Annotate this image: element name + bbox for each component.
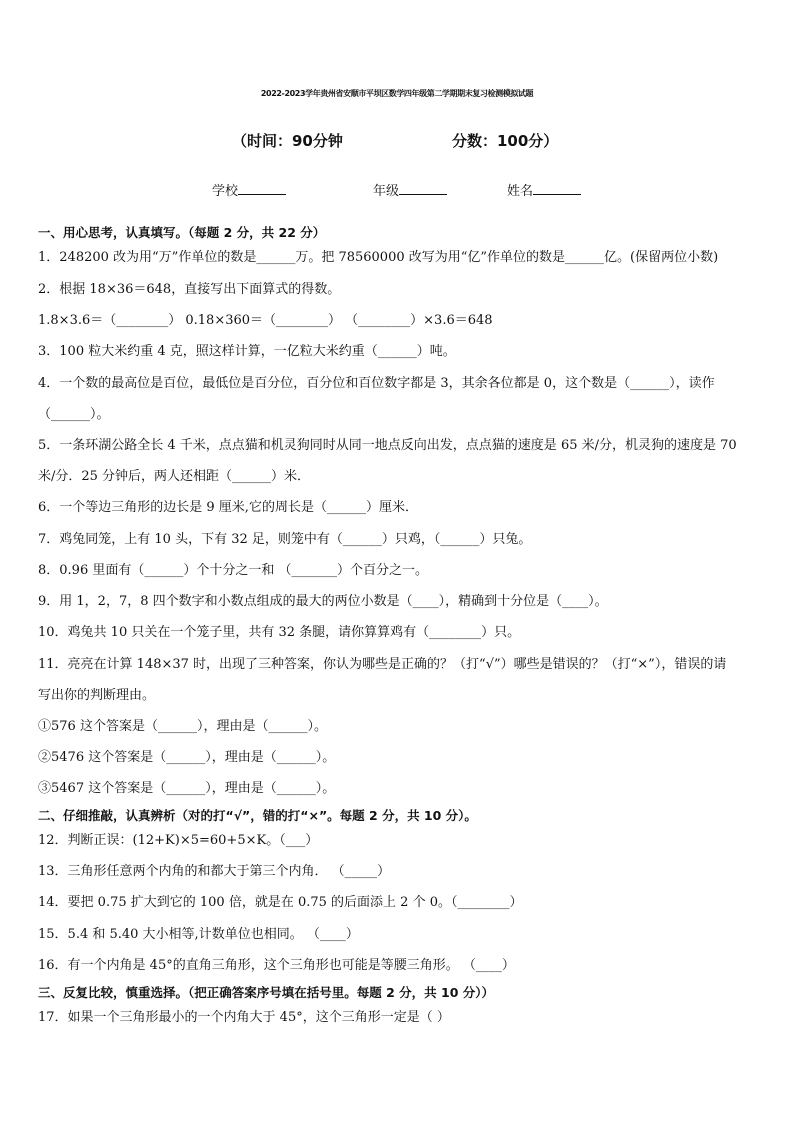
section-2-heading: 二、仔细推敲，认真辨析（对的打“√”，错的打“×”。每题 2 分，共 10 分）。 (38, 808, 477, 823)
question-7: 7．鸡兔同笼，上有 10 头，下有 32 足，则笼中有（______）只鸡，（______）只兔。 (38, 532, 532, 547)
name-label: 姓名 (507, 184, 534, 199)
question-4: 4．一个数的最高位是百位，最低位是百分位，百分位和百位数字都是 3，其余各位都是 0，这个数是（______），读作 (38, 376, 715, 391)
question-8: 8．0.96 里面有（______）个十分之一和 （_______）个百分之一。 (38, 563, 428, 578)
name-blank[interactable] (533, 182, 581, 195)
section-1-heading: 一、用心思考，认真填写。（每题 2 分，共 22 分） (38, 225, 326, 240)
question-2-items: 1.8×3.6＝（________） 0.18×360＝（________） （________）×3.6＝648 (38, 313, 493, 328)
question-13: 13．三角形任意两个内角的和都大于第三个内角． （_____） (38, 864, 391, 879)
question-12: 12．判断正误：(12+K)×5=60+5×K。（___） (38, 833, 319, 848)
time-label: （时间：90分钟 (232, 132, 343, 150)
question-2: 2．根据 18×36＝648，直接写出下面算式的得数。 (38, 282, 341, 297)
question-11-cont: 写出你的判断理由。 (38, 688, 156, 703)
name-field (507, 180, 581, 199)
score-label: 分数：100分） (452, 132, 559, 150)
question-9: 9．用 1，2，7，8 四个数字和小数点组成的最大的两位小数是（____），精确到十分位是（____）。 (38, 594, 608, 609)
question-14: 14．要把 0.75 扩大到它的 100 倍，就是在 0.75 的后面添上 2 个 0。（________） (38, 895, 523, 910)
section-3-heading: 三、反复比较，慎重选择。（把正确答案序号填在括号里。每题 2 分，共 10 分）） (38, 985, 495, 1000)
question-11-option-1: ①576 这个答案是（______），理由是（______）。 (38, 719, 327, 734)
question-16: 16．有一个内角是 45°的直角三角形，这个三角形也可能是等腰三角形。 （____） (38, 958, 515, 973)
question-11-option-2: ②5476 这个答案是（______），理由是（______）。 (38, 750, 336, 765)
grade-blank[interactable] (399, 182, 447, 195)
question-15: 15．5.4 和 5.40 大小相等,计数单位也相同。 （____） (38, 927, 359, 942)
question-11-option-3: ③5467 这个答案是（______），理由是（______）。 (38, 781, 336, 796)
school-blank[interactable] (238, 182, 286, 195)
question-17: 17．如果一个三角形最小的一个内角大于 45°，这个三角形一定是（ ） (38, 1010, 450, 1025)
question-11: 11．亮亮在计算 148×37 时，出现了三种答案，你认为哪些是正确的？（打“√”）哪些是错误的？（打“×”），错误的请 (38, 657, 727, 672)
question-3: 3．100 粒大米约重 4 克，照这样计算，一亿粒大米约重（______）吨。 (38, 344, 456, 359)
grade-field (373, 180, 447, 199)
page-title: 2022-2023学年贵州省安顺市平坝区数学四年级第二学期期末复习检测模拟试题 (260, 89, 534, 98)
question-4-cont: （______）。 (38, 407, 110, 422)
school-label: 学校 (212, 184, 239, 199)
grade-label: 年级 (373, 184, 400, 199)
question-1: 1．248200 改为用“万”作单位的数是______万。把 78560000 改写为用“亿”作单位的数是______亿。(保留两位小数) (38, 250, 719, 265)
question-5-cont: 米/分．25 分钟后，两人还相距（______）米． (38, 469, 311, 484)
question-5: 5．一条环湖公路全长 4 千米，点点猫和机灵狗同时从同一地点反向出发，点点猫的速度是 65 米/分，机灵狗的速度是 70 (38, 438, 737, 453)
question-10: 10．鸡兔共 10 只关在一个笼子里，共有 32 条腿，请你算算鸡有（________）只。 (38, 625, 521, 640)
school-field (212, 180, 286, 199)
question-6: 6．一个等边三角形的边长是 9 厘米,它的周长是（______）厘米． (38, 500, 418, 515)
